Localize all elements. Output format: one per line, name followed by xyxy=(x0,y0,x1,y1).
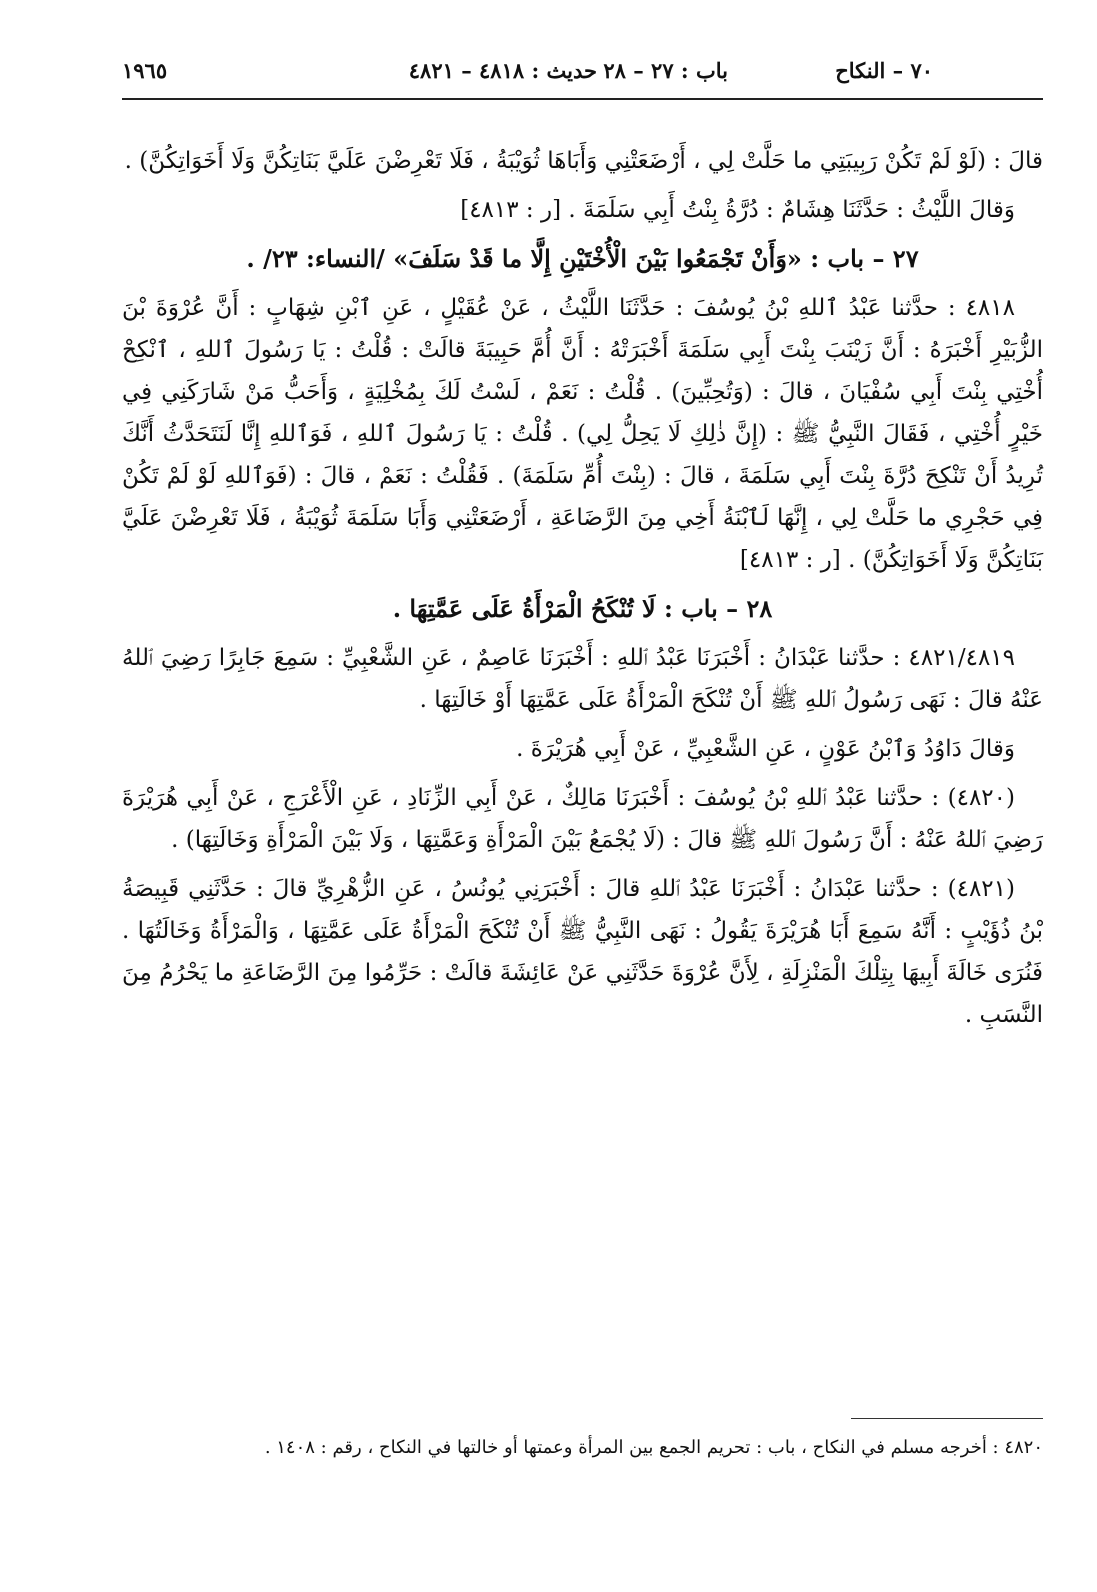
header-rule xyxy=(122,98,1043,100)
hadith-4821: (٤٨٢١) : حدَّثنا عَبْدَانُ : أَخْبَرَنَا عَبْدُ ٱللهِ قالَ : أَخْبَرَنِي يُونُسُ ، عَنِ الزُّهْرِيِّ قالَ : حَدَّثَنِي قَبِيصَةُ بْنُ ذُؤَيْبٍ : أَنَّهُ سَمِعَ أَبَا هُرَيْرَةَ يَقُولُ : نَهَى النَّبِيُّ ﷺ أَنْ تُنْكَحَ الْمَرْأَةُ عَلَى عَمَّتِهَا ، وَالْمَرْأَةُ وَخَالَتُهَا . فَنُرَى خَالَةَ أَبِيهَا بِتِلْكَ الْمَنْزِلَةِ ، لِأَنَّ عُرْوَةَ حَدَّثَنِي عَنْ عَائِشَةَ قالَتْ : حَرِّمُوا مِنَ الرَّضَاعَةِ ما يَحْرُمُ مِنَ النَّسَبِ . xyxy=(122,876,1043,1028)
hadith-range: حديث : ٤٨١٨ – ٤٨٢١ xyxy=(408,58,597,83)
running-header xyxy=(122,52,1043,92)
chapter-title: ٧٠ – النكاح xyxy=(835,58,933,83)
page-number: ١٩٦٥ xyxy=(122,58,168,83)
chapter-heading-27: ٢٧ – باب : «وَأَنْ تَجْمَعُوا بَيْنَ الْأُخْتَيْنِ إِلَّا ما قَدْ سَلَفَ» /النساء: ٢٣/ . xyxy=(246,244,919,273)
hadith-4818 xyxy=(122,287,1043,581)
cross-reference: [ر : ٤٨١٣] xyxy=(460,197,562,223)
paragraph-layth xyxy=(122,189,1043,231)
cross-reference: [ر : ٤٨١٣] xyxy=(739,547,841,573)
paragraph-continuation: قالَ : (لَوْ لَمْ تَكُنْ رَبِيبَتِي ما حَلَّتْ لِي ، أَرْضَعَتْنِي وَأَبَاهَا ثُوَيْبَةُ ، فَلَا تَعْرِضْنَ عَلَيَّ بَنَاتِكُنَّ وَلَا أَخَوَاتِكُنَّ) . xyxy=(124,148,1043,174)
footnote: ٤٨٢٠ : أخرجه مسلم في النكاح ، باب : تحريم الجمع بين المرأة وعمتها أو خالتها في النكاح ، رقم : ١٤٠٨ . xyxy=(264,1437,1043,1458)
main-text xyxy=(122,140,1043,1043)
footnote-rule xyxy=(851,1418,1043,1419)
hadith-4819: ٤٨٢١/٤٨١٩ : حدَّثنا عَبْدَانُ : أَخْبَرَنَا عَبْدُ ٱللهِ : أَخْبَرَنَا عَاصِمٌ ، عَنِ الشَّعْبِيِّ : سَمِعَ جَابِرًا رَضِيَ ٱللهُ عَنْهُ قالَ : نَهَى رَسُولُ ٱللهِ ﷺ أَنْ تُنْكَحَ الْمَرْأَةُ عَلَى عَمَّتِهَا أَوْ خَالَتِهَا . xyxy=(122,645,1043,713)
hadith-4820: (٤٨٢٠) : حدَّثنا عَبْدُ ٱللهِ بْنُ يُوسُفَ : أَخْبَرَنَا مَالِكٌ ، عَنْ أَبِي الزِّنَادِ ، عَنِ الْأَعْرَجِ ، عَنْ أَبِي هُرَيْرَةَ رَضِيَ ٱللهُ عَنْهُ : أَنَّ رَسُولَ ٱللهِ ﷺ قالَ : (لَا يُجْمَعُ بَيْنَ الْمَرْأَةِ وَعَمَّتِهَا ، وَلَا بَيْنَ الْمَرْأَةِ وَخَالَتِهَا) . xyxy=(122,785,1043,853)
layth-text: وَقالَ اللَّيْثُ : حَدَّثَنَا هِشَامٌ : دُرَّةُ بِنْتُ أَبِي سَلَمَةَ . xyxy=(568,197,1015,223)
hadith-4819-note: وَقالَ دَاوُدُ وَٱبْنُ عَوْنٍ ، عَنِ الشَّعْبِيِّ ، عَنْ أَبِي هُرَيْرَةَ . xyxy=(516,736,1015,762)
chapter-heading-28: ٢٨ – باب : لَا تُنْكَحُ الْمَرْأَةُ عَلَى عَمَّتِهَا . xyxy=(392,594,773,623)
bab-reference: باب : ٢٧ – ٢٨ xyxy=(603,58,728,83)
hadith-4818-text: ٤٨١٨ : حدَّثنا عَبْدُ ٱللهِ بْنُ يُوسُفَ : حَدَّثَنَا اللَّيْثُ ، عَنْ عُقَيْلٍ ، عَنِ ٱبْنِ شِهَابٍ : أَنَّ عُرْوَةَ بْنَ الزُّبَيْرِ أَخْبَرَهُ : أَنَّ زَيْنَبَ بِنْتَ أَبِي سَلَمَةَ أَخْبَرَتْهُ : أَنَّ أُمَّ حَبِيبَةَ قالَتْ : قُلْتُ : يَا رَسُولَ ٱللهِ ، ٱنْكِحْ أُخْتِي بِنْتَ أَبِي سُفْيَانَ ، قالَ : (وَتُحِبِّينَ) . قُلْتُ : نَعَمْ ، لَسْتُ لَكَ بِمُخْلِيَةٍ ، وَأَحَبُّ مَنْ شَارَكَنِي فِي خَيْرٍ أُخْتِي ، فَقَالَ النَّبِيُّ ﷺ : (إِنَّ ذٰلِكِ لَا يَحِلُّ لِي) . قُلْتُ : يَا رَسُولَ ٱللهِ ، فَوَٱللهِ إِنَّا لَنَتَحَدَّثُ أَنَّكَ تُرِيدُ أَنْ تَنْكِحَ دُرَّةَ بِنْتَ أَبِي سَلَمَةَ ، قالَ : (بِنْتَ أُمِّ سَلَمَةَ) . فَقُلْتُ : نَعَمْ ، قالَ : (فَوَٱللهِ لَوْ لَمْ تَكُنْ فِي حَجْرِي ما حَلَّتْ لِي ، إِنَّهَا لَٱبْنَةُ أَخِي مِنَ الرَّضَاعَةِ ، أَرْضَعَتْنِي وَأَبَا سَلَمَةَ ثُوَيْبَةُ ، فَلَا تَعْرِضْنَ عَلَيَّ بَنَاتِكُنَّ وَلَا أَخَوَاتِكُنَّ) . xyxy=(122,295,1043,573)
